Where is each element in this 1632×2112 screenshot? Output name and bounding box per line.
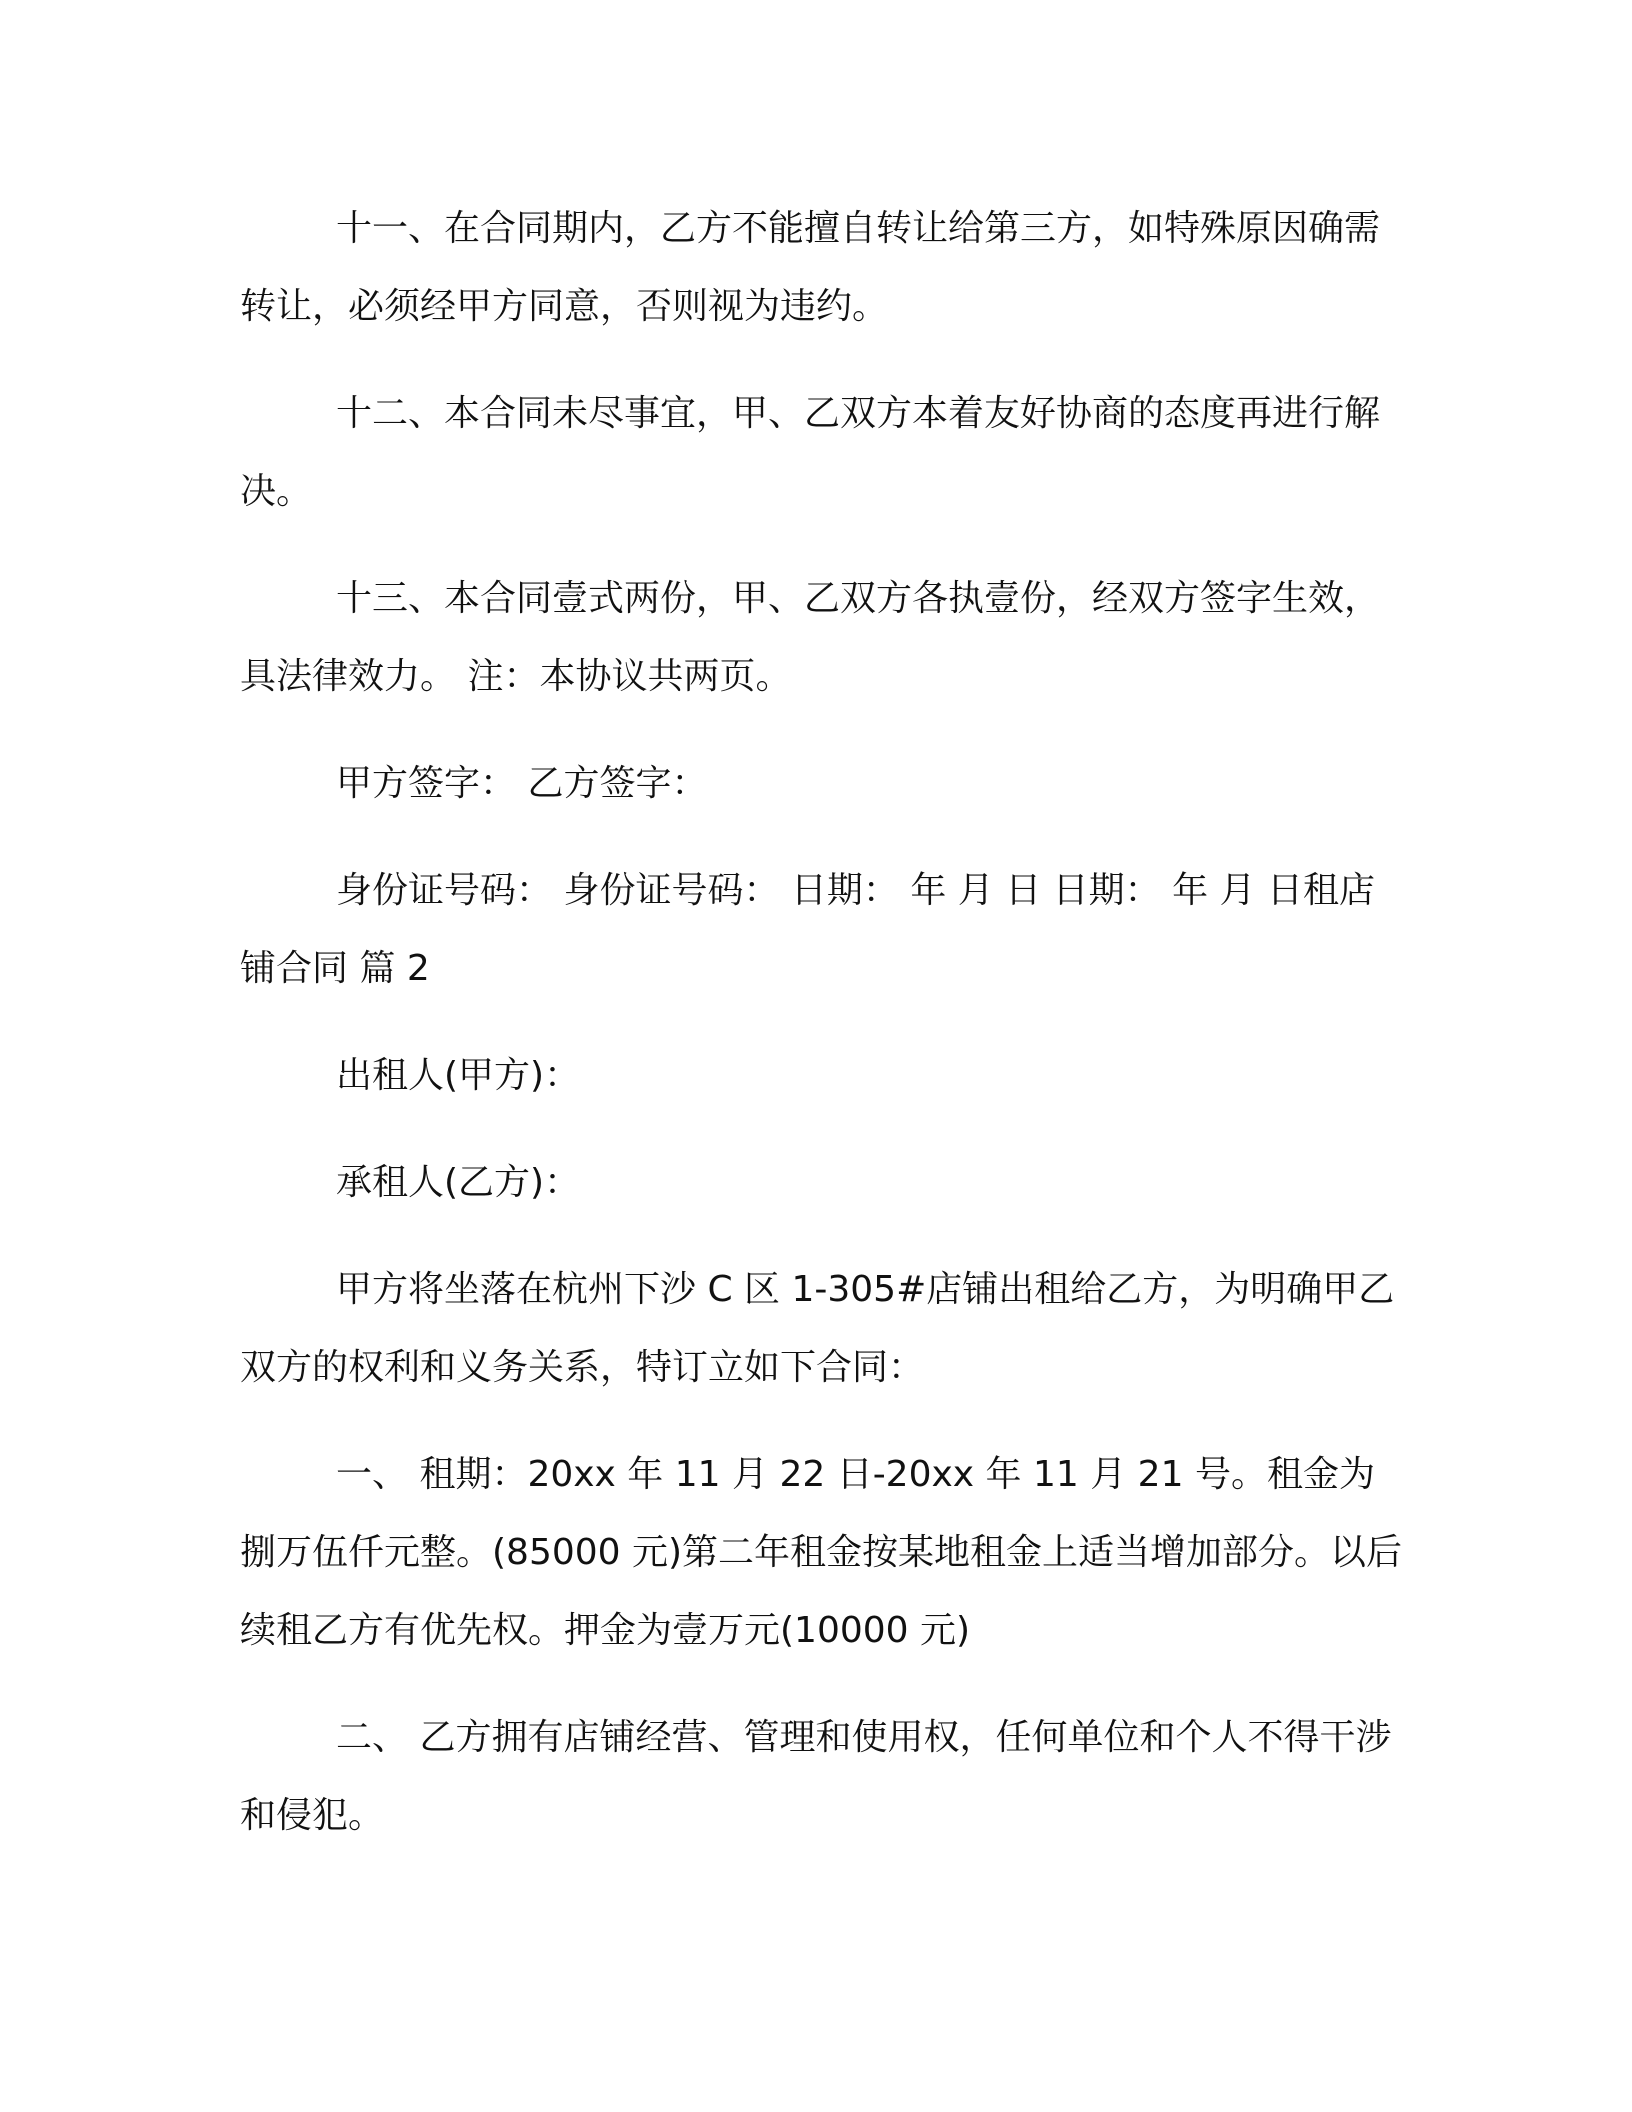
clause-eleven-paragraph: 十一、在合同期内，乙方不能擅自转让给第三方，如特殊原因确需转让，必须经甲方同意，否则视为违约。 <box>240 208 1381 327</box>
lessor-line: 出租人(甲方)： <box>336 1055 581 1096</box>
clause-two-paragraph: 二、 乙方拥有店铺经营、管理和使用权，任何单位和个人不得干涉和侵犯。 <box>240 1717 1392 1836</box>
document-body <box>240 190 1410 1884</box>
clause-thirteen-paragraph: 十三、本合同壹式两份，甲、乙双方各执壹份，经双方签字生效，具法律效力。 注：本协议共两页。 <box>240 578 1381 697</box>
clause-one-paragraph: 一、 租期：20xx 年 11 月 22 日-20xx 年 11 月 21 号。租金为捌万伍仟元整。(85000 元)第二年租金按某地租金上适当增加部分。以后续租乙方有优先权。押金为壹万元(10000 元) <box>240 1454 1403 1651</box>
clause-twelve-paragraph: 十二、本合同未尽事宜，甲、乙双方本着友好协商的态度再进行解决。 <box>240 393 1381 512</box>
intro-paragraph: 甲方将坐落在杭州下沙 C 区 1-305#店铺出租给乙方，为明确甲乙双方的权利和义务关系，特订立如下合同： <box>240 1269 1395 1388</box>
lessee-line: 承租人(乙方)： <box>336 1162 581 1203</box>
id-date-line: 身份证号码： 身份证号码： 日期： 年 月 日 日期： 年 月 日租店铺合同 篇 2 <box>240 870 1375 989</box>
signature-line: 甲方签字： 乙方签字： <box>336 763 708 804</box>
